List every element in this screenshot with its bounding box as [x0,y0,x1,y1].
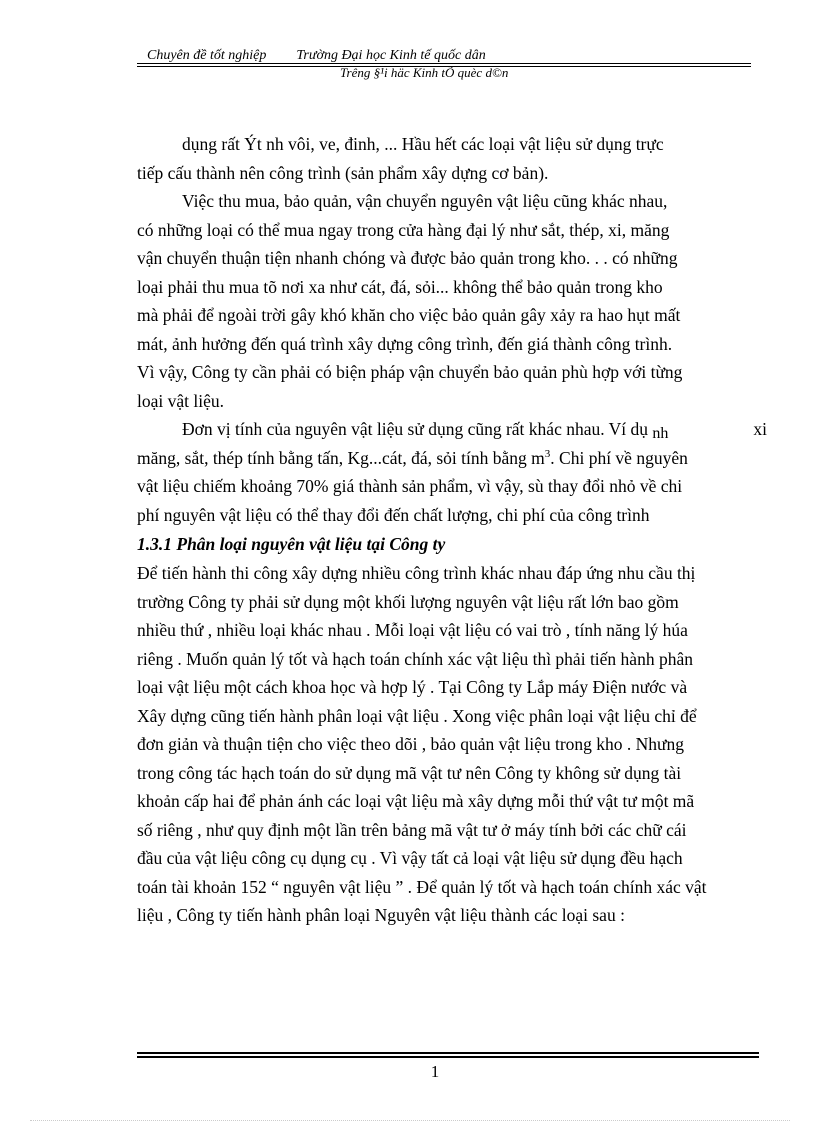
paragraph-line [137,444,767,473]
paragraph-line [137,616,767,645]
text-p3-l2b: . Chi phí về nguyên [550,447,688,468]
header-garbled-school: Trêng §¹i häc Kinh tÕ quèc d©n [340,65,509,80]
text-p4-l1: Để tiến hành thi công xây dựng nhiều công trình khác nhau đáp ứng nhu cầu thị [137,563,696,583]
text-p4-l4: riêng . Muốn quản lý tốt và hạch toán chính xác vật liệu thì phải tiến hành phân [137,648,693,669]
paragraph-line [137,472,767,501]
footer-rule-top [137,1052,759,1054]
text-p2-l2: có những loại có thể mua ngay trong cửa hàng đại lý như sắt, thép, xi, măng [137,219,670,240]
header-doc-label: Chuyên đề tốt nghiệp [147,48,267,63]
text-p4-l8: trong công tác hạch toán do sử dụng mã vật tư nên Công ty không sử dụng tài [137,762,682,783]
paragraph-line [137,187,767,216]
paragraph-line [137,873,767,902]
paragraph-line [137,130,767,159]
text-p4-l7: đơn giản và thuận tiện cho việc theo dõi , bảo quản vật liệu trong kho . Nhưng [137,734,685,754]
paragraph-line [137,588,767,617]
page-number: 1 [430,1062,440,1081]
document-body [137,130,767,930]
paragraph-line [137,501,767,530]
paragraph-line [137,415,767,444]
paragraph-line [137,273,767,302]
text-p4-l2: trường Công ty phải sử dụng một khối lượng nguyên vật liệu rất lớn bao gồm [137,591,679,612]
text-p2-l3: vận chuyển thuận tiện nhanh chóng và được bảo quản trong kho. . . có những [137,248,678,268]
paragraph-line [137,673,767,702]
header-school: Trường Đại học Kinh tế quốc dân [296,48,486,63]
text-p1-l2: tiếp cấu thành nên công trình (sản phẩm xây dựng cơ bản). [137,162,549,183]
section-heading: 1.3.1 Phân loại nguyên vật liệu tại Công ty [137,534,446,554]
text-p2-l6: mát, ảnh hưởng đến quá trình xây dựng công trình, đến giá thành công trình. [137,333,673,354]
paragraph-line [137,301,767,330]
text-p3-l1a: Đơn vị tính của nguyên vật liệu sử dụng cũng rất khác nhau. Ví dụ [182,419,649,439]
text-p2-l1: Việc thu mua, bảo quản, vận chuyển nguyên vật liệu cũng khác nhau, [182,191,668,211]
paragraph-line [137,645,767,674]
paragraph-line [137,387,767,416]
paragraph-line [137,216,767,245]
text-p2-l5: mà phải để ngoài trời gây khó khăn cho việc bảo quản gây xảy ra hao hụt mất [137,305,681,325]
paragraph-line [137,358,767,387]
page-header [147,48,747,64]
text-p3-l4: phí nguyên vật liệu có thể thay đổi đến chất lượng, chi phí của công trình [137,504,650,525]
text-p1-l1: dụng rất Ýt nh vôi, ve, đinh, ... Hầu hết các loại vật liệu sử dụng trực [182,134,664,154]
text-p4-l13: liệu , Công ty tiến hành phân loại Nguyên vật liệu thành các loại sau : [137,905,625,925]
paragraph-line [137,330,767,359]
footer-rule-bottom [137,1056,759,1058]
text-p3-l1 [182,415,668,444]
text-p4-l6: Xây dựng cũng tiến hành phân loại vật liệu . Xong việc phân loại vật liệu chỉ để [137,705,697,726]
paragraph-line [137,244,767,273]
text-p3-l1b: xi [753,419,767,439]
paragraph-line [137,901,767,930]
text-p3-l2 [137,444,688,473]
text-p4-l3: nhiều thứ , nhiều loại khác nhau . Mỗi loại vật liệu có vai trò , tính năng lý húa [137,620,688,640]
paragraph-line [137,159,767,188]
text-p4-l10: số riêng , như quy định một lần trên bảng mã vật tư ở máy tính bởi các chữ cái [137,819,687,840]
page-bottom-border [30,1120,790,1121]
text-p2-l7: Vì vậy, Công ty cần phải có biện pháp vận chuyển bảo quản phù hợp với từng [137,362,683,382]
text-p2-l4: loại phải thu mua tõ nơi xa như cát, đá, sỏi... không thể bảo quản trong kho [137,276,663,297]
text-p3-l3: vật liệu chiếm khoảng 70% giá thành sản phẩm, vì vậy, sù thay đổi nhỏ về chi [137,476,683,496]
text-p4-l12: toán tài khoản 152 “ nguyên vật liệu ” . Để quản lý tốt và hạch toán chính xác vật [137,876,707,897]
paragraph-line [137,730,767,759]
paragraph-line [137,787,767,816]
header-rule-top [137,63,751,64]
text-p4-l9: khoản cấp hai để phản ánh các loại vật liệu mà xây dựng mỗi thứ vật tư một mã [137,791,695,811]
text-p4-l11: đầu của vật liệu công cụ dụng cụ . Vì vậy tất cả loại vật liệu sử dụng đều hạch [137,848,683,868]
paragraph-line [137,844,767,873]
paragraph-line [137,559,767,588]
paragraph-line [137,702,767,731]
paragraph-line [137,759,767,788]
text-p2-l8: loại vật liệu. [137,390,224,411]
paragraph-line [137,816,767,845]
text-p4-l5: loại vật liệu một cách khoa học và hợp lý . Tại Công ty Lắp máy Điện nước và [137,677,688,697]
text-p3-l2-sup: 3 [544,447,551,460]
text-p3-l2a: măng, sắt, thép tính bằng tấn, Kg...cát, đá, sỏi tính bằng m [137,447,545,468]
text-p3-l1-sub: nh [652,425,669,442]
